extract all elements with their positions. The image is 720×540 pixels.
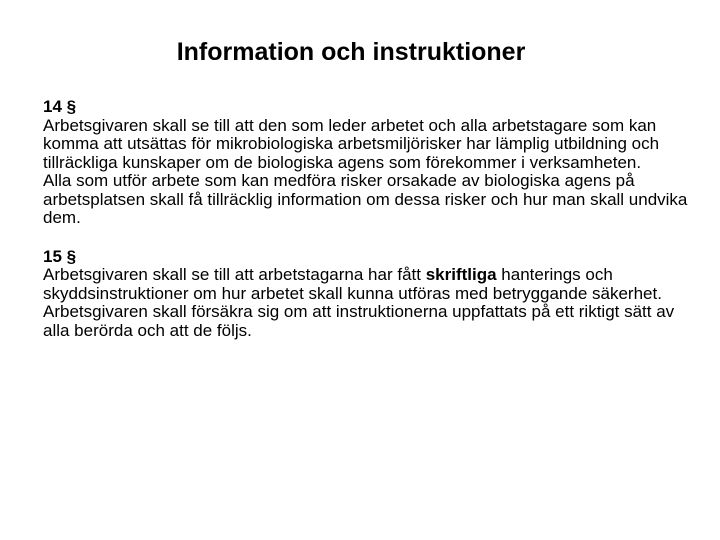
paragraph-text: hanterings och skyddsinstruktioner om hur arbetet skall kunna utföras med betryggande säkerhet. (43, 265, 662, 303)
paragraph: Arbetsgivaren skall se till att den som leder arbetet och alla arbetstagare som kan komma att utsättas för mikrobiologiska arbetsmiljörisker har lämplig utbildning och tillräckliga kunskaper om de biologiska agens som förekommer i verksamheten. (43, 115, 660, 172)
paragraph-text: Arbetsgivaren skall se till att arbetstagarna har fått (43, 265, 426, 284)
section-15 (43, 248, 703, 341)
slide-title: Information och instruktioner (176, 38, 526, 66)
slide-body (43, 98, 703, 340)
emphasized-text: skriftliga (425, 265, 497, 284)
paragraph (43, 266, 703, 303)
paragraph: Alla som utför arbete som kan medföra risker orsakade av biologiska agens på arbetsplatsen skall få tillräcklig information om dessa risker och hur man skall undvika dem. (43, 171, 688, 227)
section-14 (43, 98, 703, 228)
section-heading: 15 § (43, 246, 77, 266)
paragraph: Arbetsgivaren skall försäkra sig om att instruktionerna uppfattats på ett riktigt sätt av alla berörda och att de följs. (43, 302, 675, 340)
section-heading: 14 § (43, 97, 77, 116)
